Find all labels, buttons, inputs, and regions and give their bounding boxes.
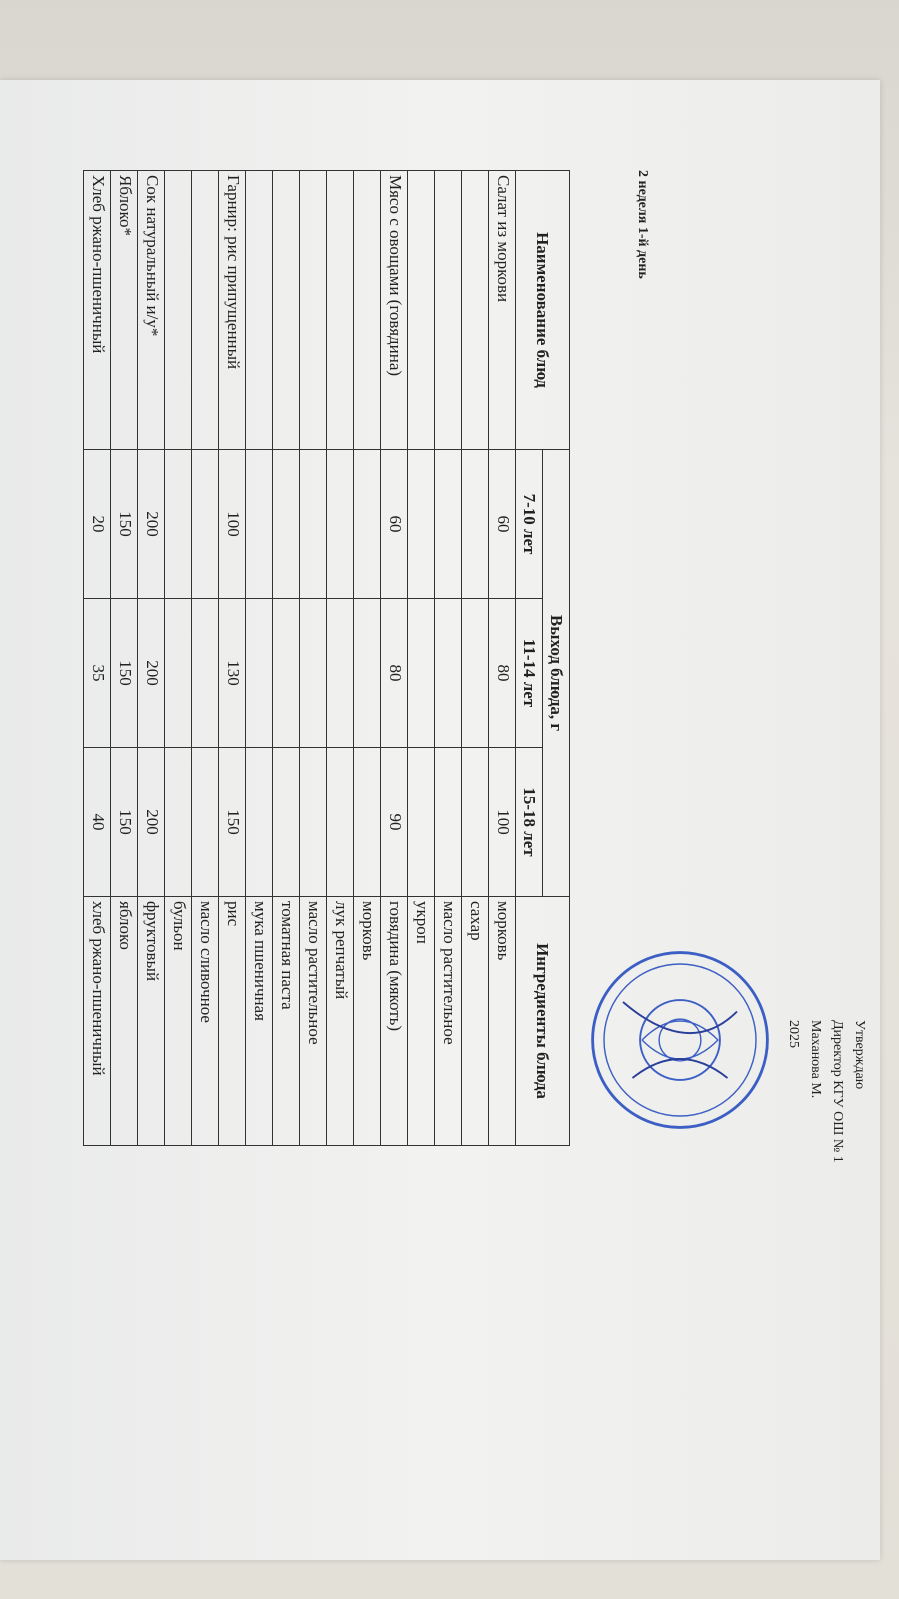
ingredient-cell: сахар: [462, 897, 489, 1146]
header-age-11-14: 11-14 лет: [516, 599, 543, 748]
output-11-14-cell: 80: [489, 599, 516, 748]
header-dish-name: Наименование блюд: [516, 171, 570, 450]
output-11-14-cell: 200: [138, 599, 165, 748]
output-15-18-cell: 150: [219, 748, 246, 897]
output-15-18-cell: [192, 748, 219, 897]
header-age-7-10: 7-10 лет: [516, 450, 543, 599]
dish-name-cell: [165, 171, 192, 450]
output-7-10-cell: [354, 450, 381, 599]
table-row: [327, 171, 354, 1146]
header-age-15-18: 15-18 лет: [516, 748, 543, 897]
output-15-18-cell: 100: [489, 748, 516, 897]
ingredient-cell: масло растительное: [435, 897, 462, 1146]
dish-name-cell: [435, 171, 462, 450]
output-7-10-cell: 60: [381, 450, 408, 599]
dish-name-cell: Салат из моркови: [489, 171, 516, 450]
ingredient-cell: томатная паста: [273, 897, 300, 1146]
output-11-14-cell: [300, 599, 327, 748]
output-11-14-cell: [165, 599, 192, 748]
approval-line-1: Утверждаю: [852, 1020, 867, 1090]
dish-name-cell: [462, 171, 489, 450]
table-row: [219, 171, 246, 1146]
table-row: [381, 171, 408, 1146]
table-row: [165, 171, 192, 1146]
table-row: [111, 171, 138, 1146]
output-11-14-cell: 35: [84, 599, 111, 748]
dish-name-cell: Гарнир: рис припущенный: [219, 171, 246, 450]
output-11-14-cell: [408, 599, 435, 748]
dish-name-cell: [354, 171, 381, 450]
output-15-18-cell: [435, 748, 462, 897]
table-row: [138, 171, 165, 1146]
ingredient-cell: морковь: [354, 897, 381, 1146]
output-15-18-cell: [273, 748, 300, 897]
output-11-14-cell: [462, 599, 489, 748]
header-ingredients: Ингредиенты блюда: [516, 897, 570, 1146]
ingredient-cell: мука пшеничная: [246, 897, 273, 1146]
dish-name-cell: Яблоко*: [111, 171, 138, 450]
output-7-10-cell: [462, 450, 489, 599]
ingredient-cell: масло растительное: [300, 897, 327, 1146]
output-15-18-cell: [165, 748, 192, 897]
ingredient-cell: рис: [219, 897, 246, 1146]
output-7-10-cell: [246, 450, 273, 599]
output-11-14-cell: [273, 599, 300, 748]
dish-name-cell: [300, 171, 327, 450]
ingredient-cell: хлеб ржано-пшеничный: [84, 897, 111, 1146]
output-7-10-cell: [273, 450, 300, 599]
ingredient-cell: лук репчатый: [327, 897, 354, 1146]
approval-line-2: Директор КГУ ОШ № 1: [830, 1020, 845, 1163]
ingredient-cell: яблоко: [111, 897, 138, 1146]
header-output: Выход блюда, г: [543, 450, 570, 897]
output-11-14-cell: 130: [219, 599, 246, 748]
table-row: [246, 171, 273, 1146]
output-7-10-cell: [408, 450, 435, 599]
ingredient-cell: масло сливочное: [192, 897, 219, 1146]
output-7-10-cell: 150: [111, 450, 138, 599]
table-row: [408, 171, 435, 1146]
output-15-18-cell: [462, 748, 489, 897]
output-15-18-cell: 90: [381, 748, 408, 897]
output-7-10-cell: 60: [489, 450, 516, 599]
ingredient-cell: укроп: [408, 897, 435, 1146]
output-7-10-cell: [192, 450, 219, 599]
table-row: [462, 171, 489, 1146]
output-7-10-cell: [300, 450, 327, 599]
output-7-10-cell: [165, 450, 192, 599]
ingredient-cell: фруктовый: [138, 897, 165, 1146]
dish-name-cell: Мясо с овощами (говядина): [381, 171, 408, 450]
output-7-10-cell: [435, 450, 462, 599]
output-15-18-cell: 40: [84, 748, 111, 897]
output-15-18-cell: [408, 748, 435, 897]
output-11-14-cell: [327, 599, 354, 748]
output-7-10-cell: [327, 450, 354, 599]
table-row: [84, 171, 111, 1146]
output-7-10-cell: 100: [219, 450, 246, 599]
dish-name-cell: Хлеб ржано-пшеничный: [84, 171, 111, 450]
ingredient-cell: морковь: [489, 897, 516, 1146]
table-row: [489, 171, 516, 1146]
output-15-18-cell: [354, 748, 381, 897]
output-11-14-cell: 150: [111, 599, 138, 748]
page-title: 2 неделя 1-й день: [635, 170, 650, 279]
ingredient-cell: говядина (мякоть): [381, 897, 408, 1146]
document-page: [0, 90, 650, 1510]
table-row: [192, 171, 219, 1146]
output-11-14-cell: [354, 599, 381, 748]
output-7-10-cell: 200: [138, 450, 165, 599]
dish-name-cell: [192, 171, 219, 450]
approval-line-3: Маханова М.: [808, 1020, 823, 1099]
ingredient-cell: бульон: [165, 897, 192, 1146]
output-11-14-cell: [246, 599, 273, 748]
approval-line-4: 2025: [786, 1020, 801, 1048]
approval-block: [710, 1020, 870, 1300]
table-row: [435, 171, 462, 1146]
dish-name-cell: [246, 171, 273, 450]
menu-table: [83, 170, 570, 1146]
dish-name-cell: [408, 171, 435, 450]
dish-name-cell: Сок натуральный и/у*: [138, 171, 165, 450]
table-row: [354, 171, 381, 1146]
output-15-18-cell: [246, 748, 273, 897]
output-11-14-cell: [192, 599, 219, 748]
output-15-18-cell: 200: [138, 748, 165, 897]
table-row: [300, 171, 327, 1146]
output-15-18-cell: [300, 748, 327, 897]
output-11-14-cell: [435, 599, 462, 748]
output-11-14-cell: 80: [381, 599, 408, 748]
output-7-10-cell: 20: [84, 450, 111, 599]
output-15-18-cell: 150: [111, 748, 138, 897]
dish-name-cell: [327, 171, 354, 450]
output-15-18-cell: [327, 748, 354, 897]
dish-name-cell: [273, 171, 300, 450]
table-row: [273, 171, 300, 1146]
